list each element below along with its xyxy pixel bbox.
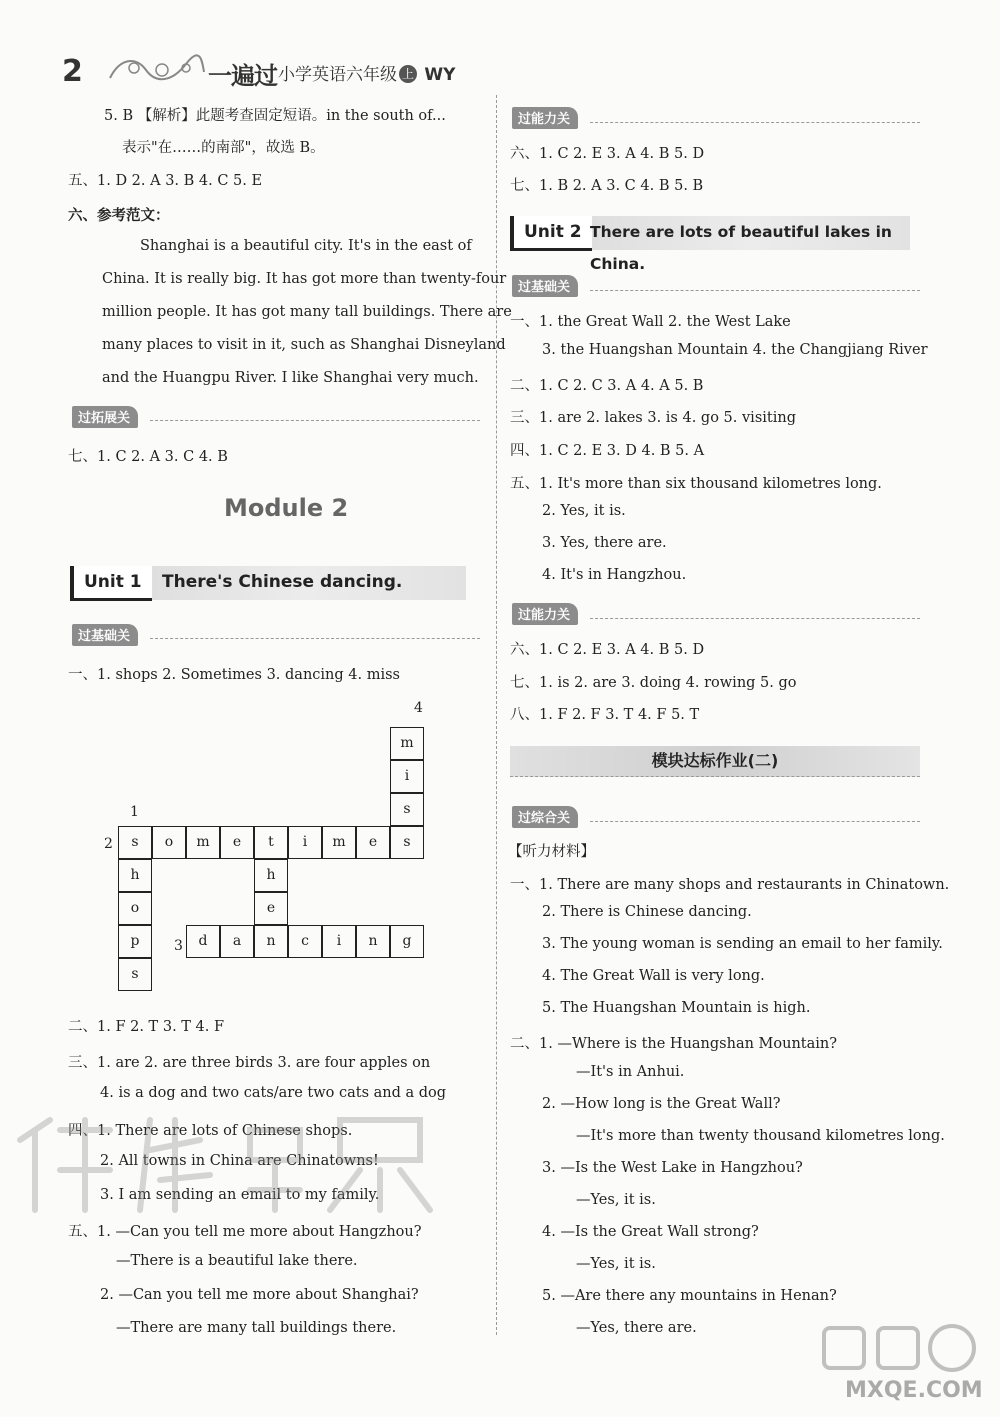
tab-divider	[590, 290, 920, 291]
crossword-cell: m	[322, 826, 356, 859]
watermark-logo-icon	[820, 1320, 985, 1380]
answer-line: 表示"在……的南部"，故选 B。	[122, 140, 325, 156]
answer-line: 2. Yes, it is.	[542, 503, 626, 519]
crossword-number: 2	[104, 836, 113, 852]
listening-label: 【听力材料】	[508, 844, 595, 860]
section-tab: 过能力关	[512, 107, 578, 129]
unit-title: There's Chinese dancing.	[162, 572, 403, 592]
answer-line: 八、1. F 2. F 3. T 4. F 5. T	[510, 707, 700, 723]
answer-line: 4. It's in Hangzhou.	[542, 567, 687, 583]
crossword-cell: a	[220, 925, 254, 958]
crossword-cell: m	[390, 727, 424, 760]
unit-tag: Unit 2	[510, 216, 592, 251]
answer-line: 四、1. C 2. E 3. D 4. B 5. A	[510, 443, 705, 459]
tab-divider	[150, 420, 480, 421]
unit-banner	[70, 566, 466, 600]
answer-line: —There is a beautiful lake there.	[116, 1253, 358, 1269]
answer-line: 三、1. are 2. lakes 3. is 4. go 5. visiting	[510, 410, 796, 426]
section-tab: 过基础关	[72, 624, 138, 646]
listening-line: 4. The Great Wall is very long.	[542, 968, 765, 984]
answer-line: 3. the Huangshan Mountain 4. the Changjiang River	[542, 342, 928, 358]
module-heading: Module 2	[224, 494, 349, 522]
listening-line: 2. —How long is the Great Wall?	[542, 1096, 781, 1112]
unit-title: There are lots of beautiful lakes in China.	[590, 223, 892, 273]
listening-line: 3. —Is the West Lake in Hangzhou?	[542, 1160, 803, 1176]
unit-tag: Unit 1	[70, 566, 152, 601]
listening-line: —Yes, it is.	[576, 1192, 656, 1208]
crossword-cell: m	[186, 826, 220, 859]
answer-line: 五、1. It's more than six thousand kilometres long.	[510, 476, 882, 492]
answer-line: 七、1. C 2. A 3. C 4. B	[68, 449, 228, 465]
answer-line: 5. B 【解析】此题考查固定短语。in the south of...	[104, 108, 446, 124]
crossword-cell: h	[118, 859, 152, 892]
page-number: 2	[62, 54, 83, 89]
answer-line: 3. I am sending an email to my family.	[100, 1187, 380, 1203]
crossword-cell: s	[390, 793, 424, 826]
answer-line: 2. —Can you tell me more about Shanghai?	[100, 1287, 419, 1303]
listening-line: 5. —Are there any mountains in Henan?	[542, 1288, 837, 1304]
crossword-cell: s	[118, 958, 152, 991]
section-tab: 过基础关	[512, 275, 578, 297]
answer-line: 二、1. F 2. T 3. T 4. F	[68, 1019, 225, 1035]
listening-line: 5. The Huangshan Mountain is high.	[542, 1000, 811, 1016]
essay-line: million people. It has got many tall buildings. There are	[102, 304, 512, 320]
section-tab: 过拓展关	[72, 406, 138, 428]
brand-name: 一遍过	[208, 62, 277, 90]
crossword-cell: p	[118, 925, 152, 958]
grade-badge: 上	[399, 65, 417, 83]
listening-line: 2. There is Chinese dancing.	[542, 904, 752, 920]
crossword-cell: t	[254, 826, 288, 859]
section-tab: 过能力关	[512, 603, 578, 625]
tab-divider	[590, 821, 920, 822]
section-tab: 过综合关	[512, 806, 578, 828]
crossword-cell: i	[322, 925, 356, 958]
answer-line: 4. is a dog and two cats/are two cats and a dog	[100, 1085, 447, 1101]
crossword-number: 4	[414, 700, 423, 716]
essay-line: many places to visit in it, such as Shanghai Disneyland	[102, 337, 506, 353]
crossword-cell: s	[118, 826, 152, 859]
crossword-cell: e	[220, 826, 254, 859]
section-heading: 六、参考范文：	[68, 207, 170, 224]
answer-line: 七、1. is 2. are 3. doing 4. rowing 5. go	[510, 675, 797, 691]
crossword-cell: i	[390, 760, 424, 793]
answer-line: 一、1. shops 2. Sometimes 3. dancing 4. miss	[68, 667, 400, 683]
crossword-cell: d	[186, 925, 220, 958]
crossword-cell: h	[254, 859, 288, 892]
answer-line: 五、1. D 2. A 3. B 4. C 5. E	[68, 173, 263, 189]
listening-line: 3. The young woman is sending an email to her family.	[542, 936, 943, 952]
crossword-cell: c	[288, 925, 322, 958]
answer-line: 六、1. C 2. E 3. A 4. B 5. D	[510, 642, 705, 658]
listening-line: —It's in Anhui.	[576, 1064, 685, 1080]
answer-line: 六、1. C 2. E 3. A 4. B 5. D	[510, 146, 705, 162]
tab-divider	[150, 638, 480, 639]
listening-line: —Yes, there are.	[576, 1320, 697, 1336]
crossword-cell: e	[254, 892, 288, 925]
crossword-number: 1	[130, 804, 139, 820]
book-title-text: 小学英语六年级	[278, 65, 397, 85]
listening-line: 二、1. —Where is the Huangshan Mountain?	[510, 1036, 838, 1052]
answer-line: 二、1. C 2. C 3. A 4. A 5. B	[510, 378, 704, 394]
brand-logo-icon	[106, 52, 206, 88]
answer-line: 四、1. There are lots of Chinese shops.	[68, 1123, 353, 1139]
crossword-cell: n	[254, 925, 288, 958]
essay-line: and the Huangpu River. I like Shanghai very much.	[102, 370, 479, 386]
crossword-cell: g	[390, 925, 424, 958]
essay-line: China. It is really big. It has got more than twenty-four	[102, 271, 507, 287]
listening-line: —It's more than twenty thousand kilometres long.	[576, 1128, 945, 1144]
crossword-cell: o	[152, 826, 186, 859]
watermark-stamp-icon	[0, 1080, 480, 1220]
answer-line: 五、1. —Can you tell me more about Hangzhou?	[68, 1224, 422, 1240]
answer-line: 2. All towns in China are Chinatowns!	[100, 1153, 379, 1169]
crossword-number: 3	[174, 938, 183, 954]
listening-line: —Yes, it is.	[576, 1256, 656, 1272]
edition-code: WY	[424, 65, 456, 85]
answer-line: 3. Yes, there are.	[542, 535, 667, 551]
crossword-cell: e	[356, 826, 390, 859]
book-title	[278, 60, 455, 85]
tab-divider	[590, 618, 920, 619]
listening-line: 一、1. There are many shops and restaurants in Chinatown.	[510, 877, 950, 893]
tab-divider	[590, 122, 920, 123]
listening-line: 4. —Is the Great Wall strong?	[542, 1224, 759, 1240]
crossword-cell: n	[356, 925, 390, 958]
answer-line: 七、1. B 2. A 3. C 4. B 5. B	[510, 178, 704, 194]
answer-line: —There are many tall buildings there.	[116, 1320, 397, 1336]
crossword-cell: s	[390, 826, 424, 859]
watermark-site: MXQE.COM	[845, 1378, 983, 1403]
crossword-cell: o	[118, 892, 152, 925]
answer-line: 一、1. the Great Wall 2. the West Lake	[510, 314, 791, 330]
essay-line: Shanghai is a beautiful city. It's in the east of	[140, 238, 472, 254]
module-task-banner: 模块达标作业(二)	[510, 746, 920, 777]
crossword-cell: i	[288, 826, 322, 859]
answer-line: 三、1. are 2. are three birds 3. are four apples on	[68, 1055, 431, 1071]
unit-banner	[510, 216, 910, 273]
